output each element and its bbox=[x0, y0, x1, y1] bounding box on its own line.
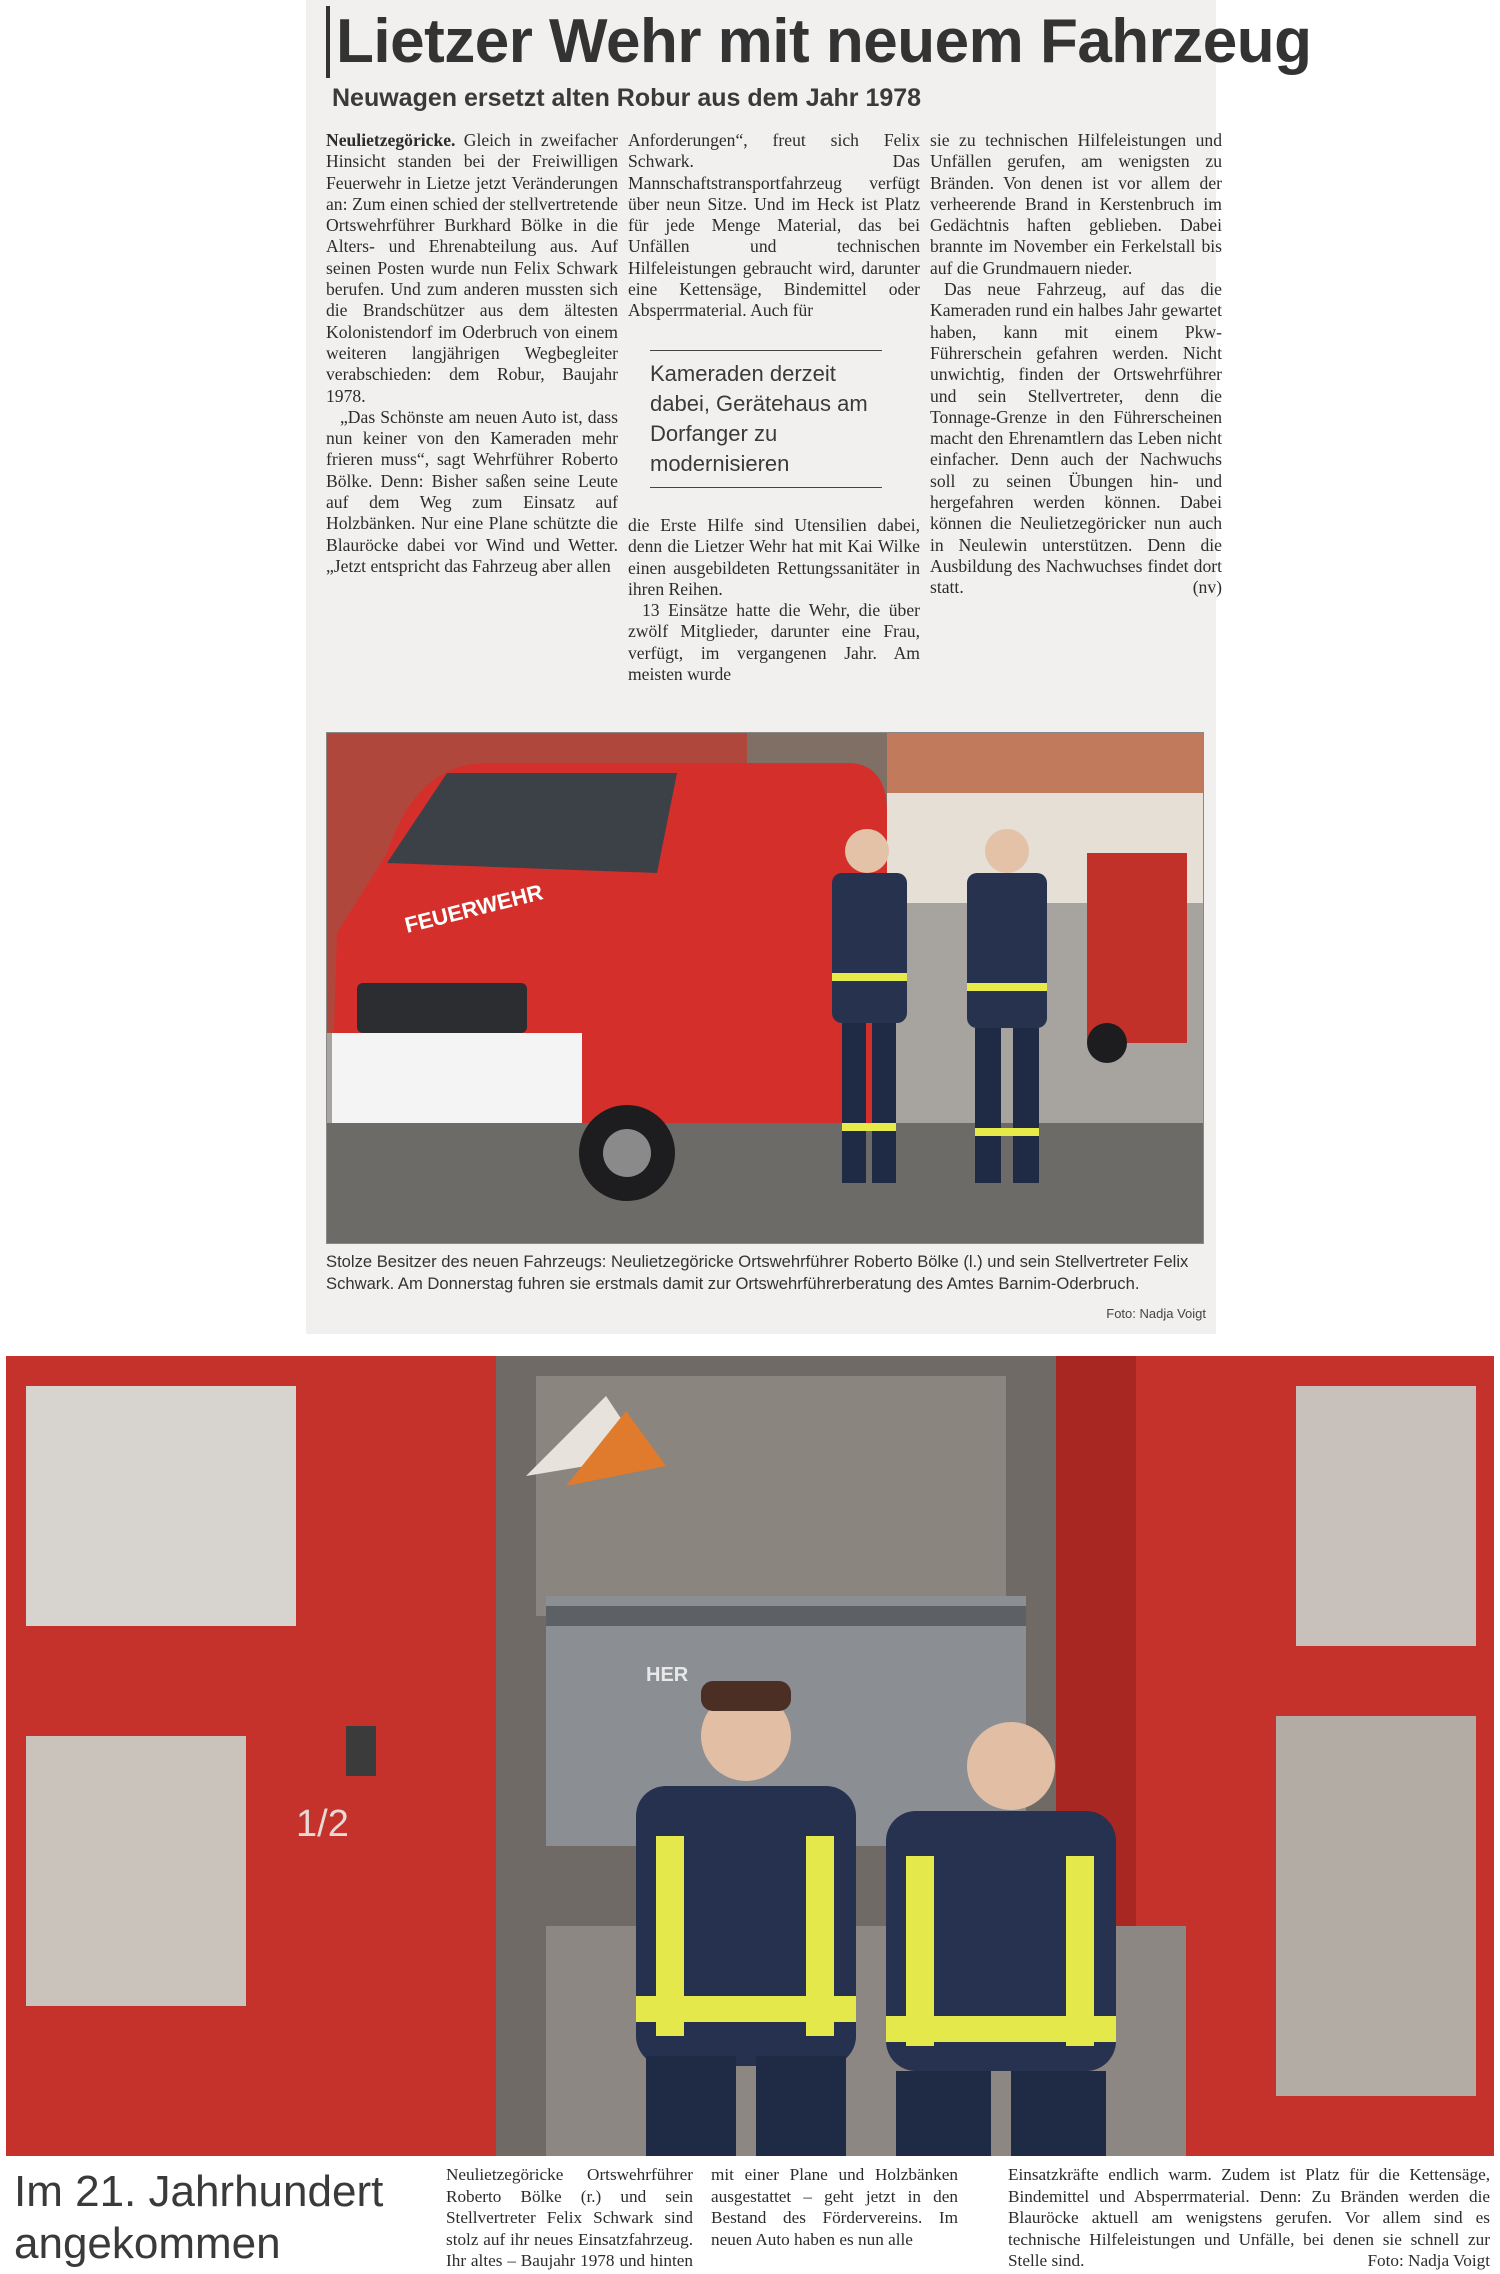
photo-fire-van-illustration bbox=[327, 733, 1203, 1243]
column-1 bbox=[326, 130, 618, 715]
column-3: sie zu technischen Hilfeleistungen und Unfällen gerufen, am wenigsten zu Bränden. Von denen ist vor allem der verheerende Brand in Kerstenbruch im Gedächtnis haften geblieben. Dabei brannte im November ein Ferkelstall bis auf die Grundmauern nieder. Das neue Fahrzeug, auf das die Kameraden rund ein halbes Jahr gewartet haben, kann mit einem Pkw-Führerschein gefahren werden. Nicht unwichtig, finden der Ortswehrführer und sein Stellvertreter, denn die Tonnage-Grenze in den Führerscheinen macht den Ehrenamtlern das Leben nicht einfacher. Denn auch der Nachwuchs soll zu seinen Übungen hin- und hergefahren werden können. Dabei können die Neulietzegöricker nun auch in Neulewin unterstützen. Denn die Ausbildung des Nachwuchses findet dort statt. (nv) bbox=[930, 130, 1222, 598]
column-1-paragraph-2: „Das Schönste am neuen Auto ist, dass nun keiner von den Kameraden mehr frieren muss“, sagt Wehrführer Roberto Bölke. Denn: Bisher saßen seine Leute auf dem Weg zum Einsatz auf Holzbänken. Nur eine Plane schützte die Blauröcke dabei vor Wind und Wetter. „Jetzt entspricht das Fahrzeug aber allen bbox=[326, 406, 618, 576]
storage-box-label: HER bbox=[646, 1664, 689, 1686]
article-subheadline: Neuwagen ersetzt alten Robur aus dem Jahr 1978 bbox=[332, 84, 922, 112]
photo-firefighters-in-van-rear bbox=[6, 1356, 1494, 2156]
second-body-column-3: Einsatzkräfte endlich warm. Zudem ist Platz für die Kettensäge, Bindemittel und Absperrmaterial. Denn: Zu Bränden werden die Blauröcke aktuell am wenigstens gerufen. Vor allem sind es technische Hilfeleistungen und Unfälle, bei denen sie schnell zur Stelle sind. Foto: Nadja Voigt bbox=[1008, 2165, 1490, 2270]
column-2-top: Anforderungen“, freut sich Felix Schwark. Das Mannschaftstransportfahrzeug verfügt über neun Sitze. Und im Heck ist Platz für jede Menge Material, das bei Unfällen und technischen Hilfeleistungen gebraucht wird, darunter eine Kettensäge, Bindemittel oder Absperrmaterial. Auch für bbox=[628, 130, 920, 321]
firefighter-right bbox=[967, 829, 1047, 1183]
article-headline: Lietzer Wehr mit neuem Fahrzeug bbox=[326, 6, 1216, 78]
second-headline: Im 21. Jahrhundert angekommen bbox=[14, 2167, 384, 2268]
dateline: Neulietzegöricke. bbox=[326, 130, 456, 150]
column-2-bottom: die Erste Hilfe sind Utensilien dabei, denn die Lietzer Wehr hat mit Kai Wilke einen ausgebildeten Rettungssanitäter in ihren Reihen. 13 Einsätze hatte die Wehr, die über zwölf Mitglieder, darunter eine Frau, verfügt, im vergangenen Jahr. Am meisten wurde bbox=[628, 515, 920, 685]
door-number: 1/2 bbox=[296, 1803, 349, 1845]
second-body-columns-1-2: Neulietzegöricke Ortswehrführer Roberto Bölke (r.) und sein Stellvertreter Felix Schwark sind stolz auf ihr neues Einsatzfahrzeug. Ihr altes – Baujahr 1978 und hinten mit einer Plane und Holzbänken ausgestattet – geht jetzt in den Bestand des Fördervereins. Im neuen Auto haben es nun alle bbox=[446, 2165, 958, 2270]
photo-van-rear-illustration bbox=[6, 1356, 1494, 2156]
firefighter-left bbox=[832, 829, 907, 1183]
article-clipping bbox=[306, 0, 1312, 1334]
author-initials: (nv) bbox=[1192, 577, 1222, 598]
photo-fire-van-with-firefighters bbox=[326, 732, 1204, 1244]
van-lettering: FEUERWEHR bbox=[402, 879, 546, 938]
column-1-paragraph-1: Neulietzegöricke. Gleich in zweifacher Hinsicht standen bei der Freiwilligen Feuerwehr in Lietze jetzt Veränderungen an: Zum einen schied der stellvertretende Ortswehrführer Burkhard Bölke in die Alters- und Ehrenabteilung aus. Auf seinen Posten wurde nun Felix Schwark berufen. Und zum anderen mussten sich die Brandschützer aus dem ältesten Kolonistendorf im Oderbruch von einem weiteren langjährigen Wegbegleiter verabschieden: dem Robur, Baujahr 1978. bbox=[326, 130, 618, 406]
photo-1-credit: Foto: Nadja Voigt bbox=[1106, 1306, 1206, 1321]
pull-quote: Kameraden derzeit dabei, Gerätehaus am Dorfanger zu modernisieren bbox=[650, 350, 882, 488]
photo-1-caption: Stolze Besitzer des neuen Fahrzeugs: Neulietzegöricke Ortswehrführer Roberto Bölke (l.) und sein Stellvertreter Felix Schwark. Am Donnerstag fuhren sie erstmals damit zur Ortswehrführerberatung des Amtes Barnim-Oderbruch. bbox=[326, 1252, 1189, 1293]
second-photo-credit: Foto: Nadja Voigt bbox=[1367, 2251, 1490, 2270]
